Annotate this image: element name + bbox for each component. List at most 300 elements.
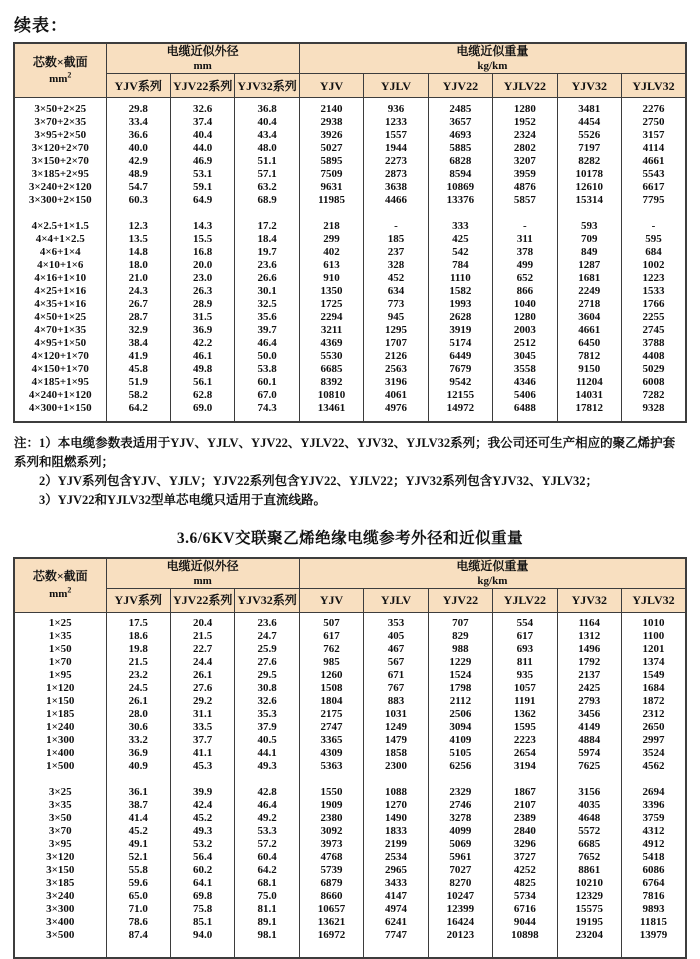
- core-size-cell: 1×35: [14, 630, 106, 643]
- value-cell: 6685: [557, 838, 621, 851]
- value-cell: 4661: [557, 324, 621, 337]
- value-cell: -: [364, 220, 428, 233]
- value-cell: 18.6: [106, 630, 170, 643]
- col-yjv: YJV: [299, 74, 363, 98]
- value-cell: 617: [493, 630, 557, 643]
- value-cell: 671: [364, 669, 428, 682]
- value-cell: 32.6: [235, 695, 299, 708]
- value-cell: 5857: [493, 194, 557, 207]
- value-cell: 42.8: [235, 786, 299, 799]
- note-3: 3）YJV22和YJLV32型单芯电缆只适用于直流线路。: [14, 491, 686, 510]
- value-cell: 2249: [557, 285, 621, 298]
- value-cell: 48.9: [106, 168, 170, 181]
- value-cell: 4825: [493, 877, 557, 890]
- table-row: [14, 799, 686, 812]
- value-cell: 22.7: [170, 643, 234, 656]
- value-cell: 3558: [493, 363, 557, 376]
- value-cell: 27.6: [170, 682, 234, 695]
- value-cell: 51.1: [235, 155, 299, 168]
- value-cell: 3207: [493, 155, 557, 168]
- core-size-cell: 4×10+1×6: [14, 259, 106, 272]
- core-size-cell: 4×6+1×4: [14, 246, 106, 259]
- value-cell: 18.4: [235, 233, 299, 246]
- value-cell: 38.4: [106, 337, 170, 350]
- value-cell: 6241: [364, 916, 428, 929]
- value-cell: 945: [364, 311, 428, 324]
- core-size-cell: 3×95: [14, 838, 106, 851]
- header-core-section: [14, 43, 106, 98]
- value-cell: 1100: [622, 630, 687, 643]
- value-cell: 32.5: [235, 298, 299, 311]
- value-cell: 3481: [557, 103, 621, 116]
- value-cell: 5572: [557, 825, 621, 838]
- spacer-row: [14, 773, 686, 786]
- value-cell: 4648: [557, 812, 621, 825]
- value-cell: 1374: [622, 656, 687, 669]
- col-yjv22: YJV22: [428, 588, 492, 612]
- value-cell: 652: [493, 272, 557, 285]
- value-cell: 2534: [364, 851, 428, 864]
- table-row: [14, 812, 686, 825]
- value-cell: 3296: [493, 838, 557, 851]
- value-cell: 23.2: [106, 669, 170, 682]
- value-cell: 26.3: [170, 285, 234, 298]
- value-cell: 20.0: [170, 259, 234, 272]
- value-cell: 24.7: [235, 630, 299, 643]
- value-cell: 57.1: [235, 168, 299, 181]
- value-cell: 1201: [622, 643, 687, 656]
- value-cell: 36.6: [106, 129, 170, 142]
- value-cell: 1595: [493, 721, 557, 734]
- core-size-cell: 3×240: [14, 890, 106, 903]
- core-size-cell: 3×240+2×120: [14, 181, 106, 194]
- value-cell: 2506: [428, 708, 492, 721]
- value-cell: 593: [557, 220, 621, 233]
- value-cell: 55.8: [106, 864, 170, 877]
- col-yjv-series: YJV系列: [106, 74, 170, 98]
- cable-table-3-6kv: [13, 557, 687, 959]
- table-row: [14, 838, 686, 851]
- value-cell: 5406: [493, 389, 557, 402]
- value-cell: 773: [364, 298, 428, 311]
- value-cell: 52.1: [106, 851, 170, 864]
- table-row: [14, 259, 686, 272]
- value-cell: 4408: [622, 350, 687, 363]
- value-cell: 12399: [428, 903, 492, 916]
- value-cell: 2107: [493, 799, 557, 812]
- value-cell: 49.8: [170, 363, 234, 376]
- value-cell: 3604: [557, 311, 621, 324]
- value-cell: 6449: [428, 350, 492, 363]
- value-cell: 1312: [557, 630, 621, 643]
- value-cell: 3092: [299, 825, 363, 838]
- value-cell: 58.2: [106, 389, 170, 402]
- table-row: [14, 311, 686, 324]
- value-cell: 69.8: [170, 890, 234, 903]
- value-cell: 218: [299, 220, 363, 233]
- value-cell: 75.8: [170, 903, 234, 916]
- table-row: [14, 890, 686, 903]
- value-cell: 1858: [364, 747, 428, 760]
- value-cell: 3727: [493, 851, 557, 864]
- value-cell: 17.2: [235, 220, 299, 233]
- value-cell: 40.5: [235, 734, 299, 747]
- col-yjlv: YJLV: [364, 74, 428, 98]
- value-cell: 45.3: [170, 760, 234, 773]
- value-cell: 54.7: [106, 181, 170, 194]
- value-cell: 2425: [557, 682, 621, 695]
- value-cell: 2112: [428, 695, 492, 708]
- core-size-cell: 1×185: [14, 708, 106, 721]
- value-cell: 507: [299, 617, 363, 630]
- value-cell: 4562: [622, 760, 687, 773]
- value-cell: 1725: [299, 298, 363, 311]
- value-cell: 28.0: [106, 708, 170, 721]
- col-yjv32: YJV32: [557, 588, 621, 612]
- value-cell: 26.7: [106, 298, 170, 311]
- spacer-row: [14, 207, 686, 220]
- value-cell: 6716: [493, 903, 557, 916]
- value-cell: 27.6: [235, 656, 299, 669]
- value-cell: 45.2: [106, 825, 170, 838]
- value-cell: 1229: [428, 656, 492, 669]
- core-size-cell: 1×70: [14, 656, 106, 669]
- value-cell: 2380: [299, 812, 363, 825]
- value-cell: 3788: [622, 337, 687, 350]
- value-cell: 45.8: [106, 363, 170, 376]
- value-cell: 1952: [493, 116, 557, 129]
- value-cell: 23204: [557, 929, 621, 942]
- value-cell: 402: [299, 246, 363, 259]
- value-cell: 32.9: [106, 324, 170, 337]
- value-cell: 16972: [299, 929, 363, 942]
- value-cell: 1792: [557, 656, 621, 669]
- value-cell: 542: [428, 246, 492, 259]
- value-cell: 2747: [299, 721, 363, 734]
- weight-group-unit: kg/km: [477, 60, 507, 72]
- value-cell: 5363: [299, 760, 363, 773]
- table-row: [14, 877, 686, 890]
- value-cell: 4876: [493, 181, 557, 194]
- value-cell: 39.7: [235, 324, 299, 337]
- table-row: [14, 916, 686, 929]
- header-od-group: [106, 558, 299, 589]
- value-cell: 2276: [622, 103, 687, 116]
- value-cell: 3657: [428, 116, 492, 129]
- value-cell: 59.1: [170, 181, 234, 194]
- core-size-cell: 3×150: [14, 864, 106, 877]
- table-row: [14, 350, 686, 363]
- value-cell: 53.3: [235, 825, 299, 838]
- value-cell: 17812: [557, 402, 621, 415]
- core-size-cell: 4×300+1×150: [14, 402, 106, 415]
- value-cell: 60.1: [235, 376, 299, 389]
- value-cell: 11815: [622, 916, 687, 929]
- value-cell: 4035: [557, 799, 621, 812]
- value-cell: 68.9: [235, 194, 299, 207]
- core-size-cell: 3×50+2×25: [14, 103, 106, 116]
- value-cell: 1002: [622, 259, 687, 272]
- value-cell: 6879: [299, 877, 363, 890]
- value-cell: 35.3: [235, 708, 299, 721]
- value-cell: 36.9: [106, 747, 170, 760]
- value-cell: 5885: [428, 142, 492, 155]
- value-cell: 3959: [493, 168, 557, 181]
- value-cell: 64.2: [106, 402, 170, 415]
- value-cell: 42.4: [170, 799, 234, 812]
- od-group-unit: mm: [193, 575, 211, 587]
- value-cell: 8270: [428, 877, 492, 890]
- value-cell: 634: [364, 285, 428, 298]
- value-cell: 3194: [493, 760, 557, 773]
- value-cell: 9044: [493, 916, 557, 929]
- table-row: [14, 929, 686, 942]
- value-cell: 1057: [493, 682, 557, 695]
- table-row: [14, 129, 686, 142]
- col-yjlv22: YJLV22: [493, 74, 557, 98]
- value-cell: 69.0: [170, 402, 234, 415]
- core-size-cell: 4×240+1×120: [14, 389, 106, 402]
- value-cell: 59.6: [106, 877, 170, 890]
- col-yjlv32: YJLV32: [622, 588, 687, 612]
- value-cell: 57.2: [235, 838, 299, 851]
- value-cell: 29.2: [170, 695, 234, 708]
- value-cell: 28.9: [170, 298, 234, 311]
- value-cell: 2654: [493, 747, 557, 760]
- value-cell: 1533: [622, 285, 687, 298]
- value-cell: 311: [493, 233, 557, 246]
- value-cell: 9893: [622, 903, 687, 916]
- value-cell: 4147: [364, 890, 428, 903]
- od-group-unit: mm: [193, 60, 211, 72]
- value-cell: 37.7: [170, 734, 234, 747]
- value-cell: 36.9: [170, 324, 234, 337]
- value-cell: 29.5: [235, 669, 299, 682]
- core-size-cell: 4×95+1×50: [14, 337, 106, 350]
- core-section-unit: $mm^2$: [49, 588, 71, 600]
- value-cell: 3638: [364, 181, 428, 194]
- value-cell: 4099: [428, 825, 492, 838]
- value-cell: 13376: [428, 194, 492, 207]
- value-cell: 2126: [364, 350, 428, 363]
- value-cell: 6488: [493, 402, 557, 415]
- table-row: [14, 656, 686, 669]
- value-cell: 554: [493, 617, 557, 630]
- weight-group-label: 电缆近似重量: [456, 44, 528, 58]
- value-cell: 3524: [622, 747, 687, 760]
- value-cell: 935: [493, 669, 557, 682]
- table-row: [14, 630, 686, 643]
- value-cell: 63.2: [235, 181, 299, 194]
- value-cell: 9631: [299, 181, 363, 194]
- value-cell: 1490: [364, 812, 428, 825]
- value-cell: 71.0: [106, 903, 170, 916]
- value-cell: 7625: [557, 760, 621, 773]
- value-cell: 3919: [428, 324, 492, 337]
- value-cell: 33.2: [106, 734, 170, 747]
- value-cell: 2137: [557, 669, 621, 682]
- value-cell: 23.0: [170, 272, 234, 285]
- value-cell: 5418: [622, 851, 687, 864]
- value-cell: 2140: [299, 103, 363, 116]
- core-size-cell: 4×35+1×16: [14, 298, 106, 311]
- value-cell: 12.3: [106, 220, 170, 233]
- core-size-cell: 4×2.5+1×1.5: [14, 220, 106, 233]
- core-size-cell: 1×240: [14, 721, 106, 734]
- value-cell: 40.4: [170, 129, 234, 142]
- table-row: [14, 181, 686, 194]
- value-cell: 7679: [428, 363, 492, 376]
- table2-group-3core: [14, 786, 686, 942]
- value-cell: 2997: [622, 734, 687, 747]
- col-yjv32-series: YJV32系列: [235, 74, 299, 98]
- value-cell: 36.1: [106, 786, 170, 799]
- value-cell: 1270: [364, 799, 428, 812]
- table-row: [14, 324, 686, 337]
- value-cell: 1944: [364, 142, 428, 155]
- value-cell: 23.6: [235, 259, 299, 272]
- value-cell: 33.4: [106, 116, 170, 129]
- value-cell: 1798: [428, 682, 492, 695]
- value-cell: 4309: [299, 747, 363, 760]
- value-cell: 299: [299, 233, 363, 246]
- value-cell: 7509: [299, 168, 363, 181]
- value-cell: 811: [493, 656, 557, 669]
- value-cell: 42.2: [170, 337, 234, 350]
- value-cell: 49.3: [170, 825, 234, 838]
- value-cell: 2389: [493, 812, 557, 825]
- core-size-cell: 1×150: [14, 695, 106, 708]
- value-cell: 6008: [622, 376, 687, 389]
- table-row: [14, 142, 686, 155]
- value-cell: 5069: [428, 838, 492, 851]
- value-cell: 46.1: [170, 350, 234, 363]
- value-cell: 6086: [622, 864, 687, 877]
- col-yjv22: YJV22: [428, 74, 492, 98]
- value-cell: 936: [364, 103, 428, 116]
- value-cell: 15.5: [170, 233, 234, 246]
- value-cell: 13.5: [106, 233, 170, 246]
- value-cell: 1582: [428, 285, 492, 298]
- table-row: [14, 669, 686, 682]
- col-yjv22-series: YJV22系列: [170, 588, 234, 612]
- table-header: [14, 558, 686, 613]
- value-cell: 7282: [622, 389, 687, 402]
- value-cell: 21.0: [106, 272, 170, 285]
- value-cell: 4252: [493, 864, 557, 877]
- value-cell: 3759: [622, 812, 687, 825]
- value-cell: 5029: [622, 363, 687, 376]
- value-cell: 3926: [299, 129, 363, 142]
- value-cell: 5739: [299, 864, 363, 877]
- core-size-cell: 3×95+2×50: [14, 129, 106, 142]
- table1-group-3core: [14, 103, 686, 207]
- value-cell: 37.4: [170, 116, 234, 129]
- value-cell: 693: [493, 643, 557, 656]
- core-size-cell: 4×70+1×35: [14, 324, 106, 337]
- weight-group-unit: kg/km: [477, 575, 507, 587]
- table-row: [14, 747, 686, 760]
- table-row: [14, 721, 686, 734]
- value-cell: 12329: [557, 890, 621, 903]
- value-cell: 1550: [299, 786, 363, 799]
- group-separator: [14, 773, 686, 786]
- header-core-section: [14, 558, 106, 613]
- value-cell: 48.0: [235, 142, 299, 155]
- value-cell: 353: [364, 617, 428, 630]
- value-cell: 2694: [622, 786, 687, 799]
- value-cell: 4312: [622, 825, 687, 838]
- core-size-cell: 4×50+1×25: [14, 311, 106, 324]
- core-size-cell: 1×120: [14, 682, 106, 695]
- value-cell: 333: [428, 220, 492, 233]
- core-size-cell: 4×120+1×70: [14, 350, 106, 363]
- value-cell: 2793: [557, 695, 621, 708]
- value-cell: 50.0: [235, 350, 299, 363]
- value-cell: 3045: [493, 350, 557, 363]
- value-cell: 4466: [364, 194, 428, 207]
- value-cell: 617: [299, 630, 363, 643]
- value-cell: 5895: [299, 155, 363, 168]
- value-cell: 46.4: [235, 337, 299, 350]
- note-2: 2）YJV系列包含YJV、YJLV；YJV22系列包含YJV22、YJLV22；YJV32系列包含YJV32、YJLV32；: [14, 472, 686, 491]
- value-cell: 4149: [557, 721, 621, 734]
- value-cell: 2255: [622, 311, 687, 324]
- value-cell: 7652: [557, 851, 621, 864]
- value-cell: 16.8: [170, 246, 234, 259]
- table-row: [14, 864, 686, 877]
- value-cell: 784: [428, 259, 492, 272]
- value-cell: 2718: [557, 298, 621, 311]
- value-cell: 75.0: [235, 890, 299, 903]
- value-cell: 405: [364, 630, 428, 643]
- col-yjv32: YJV32: [557, 74, 621, 98]
- value-cell: 30.1: [235, 285, 299, 298]
- value-cell: 6256: [428, 760, 492, 773]
- value-cell: 2294: [299, 311, 363, 324]
- value-cell: 3156: [557, 786, 621, 799]
- value-cell: 1993: [428, 298, 492, 311]
- core-size-cell: 3×400: [14, 916, 106, 929]
- value-cell: 2512: [493, 337, 557, 350]
- core-size-cell: 1×50: [14, 643, 106, 656]
- weight-group-label: 电缆近似重量: [456, 559, 528, 573]
- value-cell: 51.9: [106, 376, 170, 389]
- value-cell: 849: [557, 246, 621, 259]
- value-cell: 1110: [428, 272, 492, 285]
- value-cell: 2199: [364, 838, 428, 851]
- value-cell: 1233: [364, 116, 428, 129]
- value-cell: 1804: [299, 695, 363, 708]
- core-size-cell: 3×150+2×70: [14, 155, 106, 168]
- value-cell: 237: [364, 246, 428, 259]
- header-od-group: [106, 43, 299, 74]
- core-size-cell: 1×300: [14, 734, 106, 747]
- table-row: [14, 116, 686, 129]
- value-cell: 7795: [622, 194, 687, 207]
- bottom-padding: [14, 942, 686, 958]
- value-cell: 1223: [622, 272, 687, 285]
- value-cell: 3094: [428, 721, 492, 734]
- value-cell: 10869: [428, 181, 492, 194]
- value-cell: 20.4: [170, 617, 234, 630]
- cable-table-continued: [13, 42, 687, 423]
- value-cell: 12610: [557, 181, 621, 194]
- value-cell: 185: [364, 233, 428, 246]
- core-size-cell: 3×185+2×95: [14, 168, 106, 181]
- value-cell: 8861: [557, 864, 621, 877]
- table-row: [14, 233, 686, 246]
